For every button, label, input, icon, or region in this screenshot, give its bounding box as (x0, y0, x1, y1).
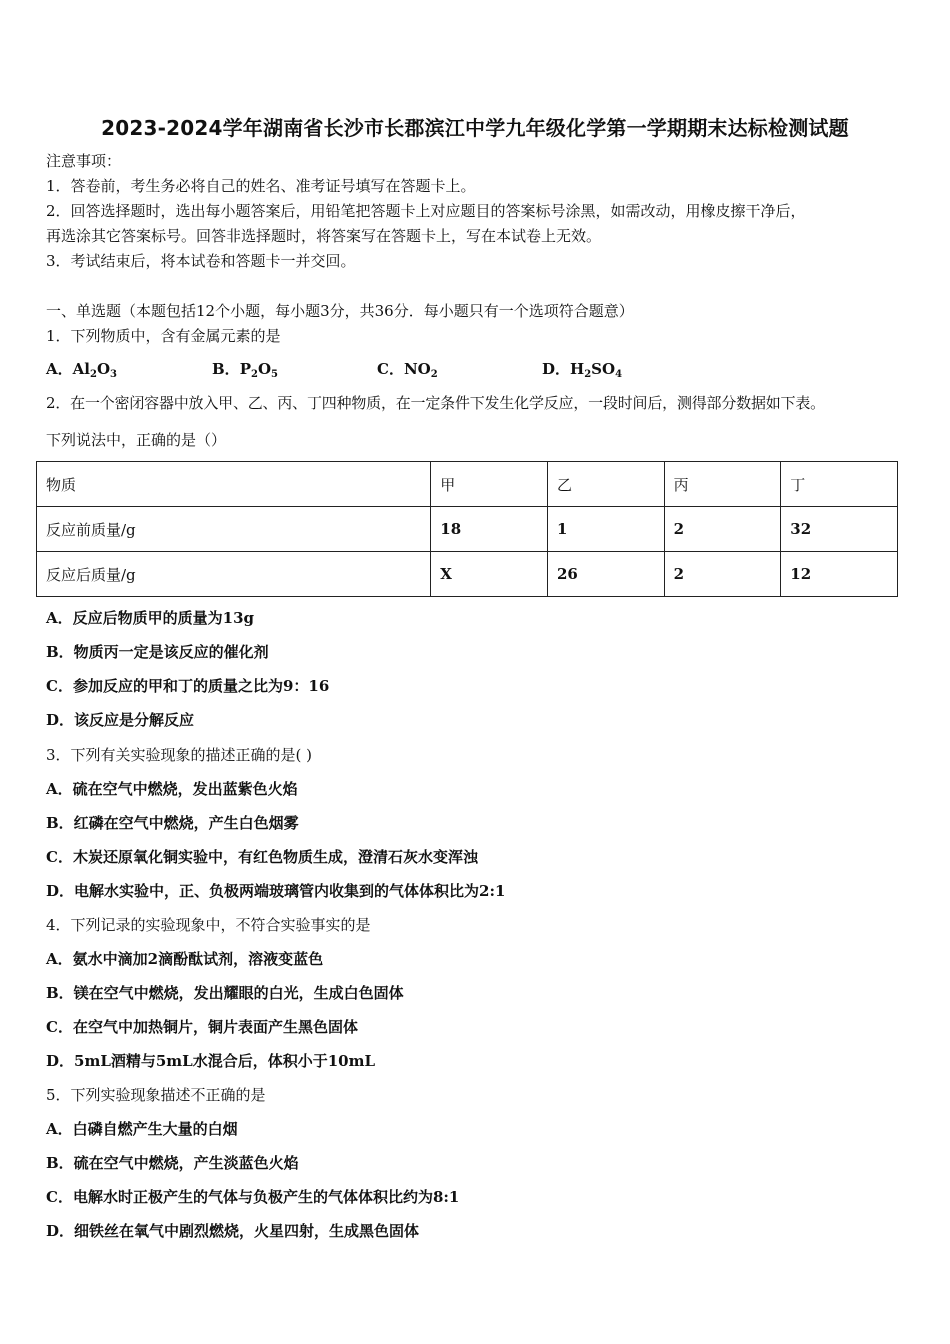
notice-item: 1．答卷前，考生务必将自己的姓名、准考证号填写在答题卡上。 (46, 177, 476, 195)
question-2-option: B．物质丙一定是该反应的催化剂 (46, 643, 269, 661)
table-row (37, 507, 898, 552)
notice-item: 3．考试结束后，将本试卷和答题卡一并交回。 (46, 252, 356, 270)
question-5-option: D．细铁丝在氧气中剧烈燃烧，火星四射，生成黑色固体 (46, 1222, 420, 1240)
question-2-option: D．该反应是分解反应 (46, 711, 195, 729)
mass-data-table (36, 461, 898, 597)
question-2-option: A．反应后物质甲的质量为13g (46, 609, 255, 627)
question-5-option: C．电解水时正极产生的气体与负极产生的气体体积比约为8:1 (46, 1188, 460, 1206)
table-cell: X (431, 552, 548, 597)
question-4-stem: 4．下列记录的实验现象中，不符合实验事实的是 (46, 916, 371, 934)
question-3-option: A．硫在空气中燃烧，发出蓝紫色火焰 (46, 780, 298, 798)
question-3-option: B．红磷在空气中燃烧，产生白色烟雾 (46, 814, 299, 832)
table-cell: 32 (781, 507, 898, 552)
option-b: B．$P_2O_5$ (212, 360, 278, 380)
notice-heading: 注意事项： (46, 152, 122, 170)
table-cell: 26 (547, 552, 664, 597)
option-c: C．$NO_2$ (377, 360, 438, 380)
question-5-option: B．硫在空气中燃烧，产生淡蓝色火焰 (46, 1154, 299, 1172)
table-header-cell: 乙 (547, 462, 664, 507)
question-4-option: C．在空气中加热铜片，铜片表面产生黑色固体 (46, 1018, 358, 1036)
question-2-stem: 2．在一个密闭容器中放入甲、乙、丙、丁四种物质，在一定条件下发生化学反应，一段时间后，测得部分数据如下表。 (46, 394, 825, 412)
table-row (37, 552, 898, 597)
notice-item: 再选涂其它答案标号。回答非选择题时，将答案写在答题卡上，写在本试卷上无效。 (46, 227, 602, 245)
table-cell: 反应后质量/g (37, 552, 431, 597)
question-5-stem: 5．下列实验现象描述不正确的是 (46, 1086, 266, 1104)
question-3-option: C．木炭还原氧化铜实验中，有红色物质生成，澄清石灰水变浑浊 (46, 848, 478, 866)
question-4-option: A．氨水中滴加2滴酚酞试剂，溶液变蓝色 (46, 950, 324, 968)
question-3-stem: 3．下列有关实验现象的描述正确的是( ) (46, 746, 313, 764)
option-a: A．$Al_2O_3$ (46, 360, 117, 380)
question-1-stem: 1．下列物质中，含有金属元素的是 (46, 327, 281, 345)
question-4-option: D．5mL酒精与5mL水混合后，体积小于10mL (46, 1052, 376, 1070)
notice-item: 2．回答选择题时，选出每小题答案后，用铅笔把答题卡上对应题目的答案标号涂黑，如需改动，用橡皮擦干净后， (46, 202, 806, 220)
table-header-cell: 甲 (431, 462, 548, 507)
question-2-option: C．参加反应的甲和丁的质量之比为9：16 (46, 677, 330, 695)
table-header-cell: 丙 (664, 462, 781, 507)
table-header-cell: 丁 (781, 462, 898, 507)
question-2-stem-2: 下列说法中，正确的是（） (46, 431, 227, 449)
table-cell: 1 (547, 507, 664, 552)
table-cell: 18 (431, 507, 548, 552)
option-d: D．$H_2SO_4$ (542, 360, 623, 380)
question-4-option: B．镁在空气中燃烧，发出耀眼的白光，生成白色固体 (46, 984, 404, 1002)
table-cell: 2 (664, 507, 781, 552)
table-cell: 反应前质量/g (37, 507, 431, 552)
section-heading: 一、单选题（本题包括12个小题，每小题3分，共36分．每小题只有一个选项符合题意） (46, 302, 634, 320)
table-header-row (37, 462, 898, 507)
table-cell: 12 (781, 552, 898, 597)
table-header-cell: 物质 (37, 462, 431, 507)
table-cell: 2 (664, 552, 781, 597)
page-title: 2023-2024学年湖南省长沙市长郡滨江中学九年级化学第一学期期末达标检测试题 (101, 116, 849, 140)
question-5-option: A．白磷自燃产生大量的白烟 (46, 1120, 238, 1138)
question-3-option: D．电解水实验中，正、负极两端玻璃管内收集到的气体体积比为2:1 (46, 882, 506, 900)
